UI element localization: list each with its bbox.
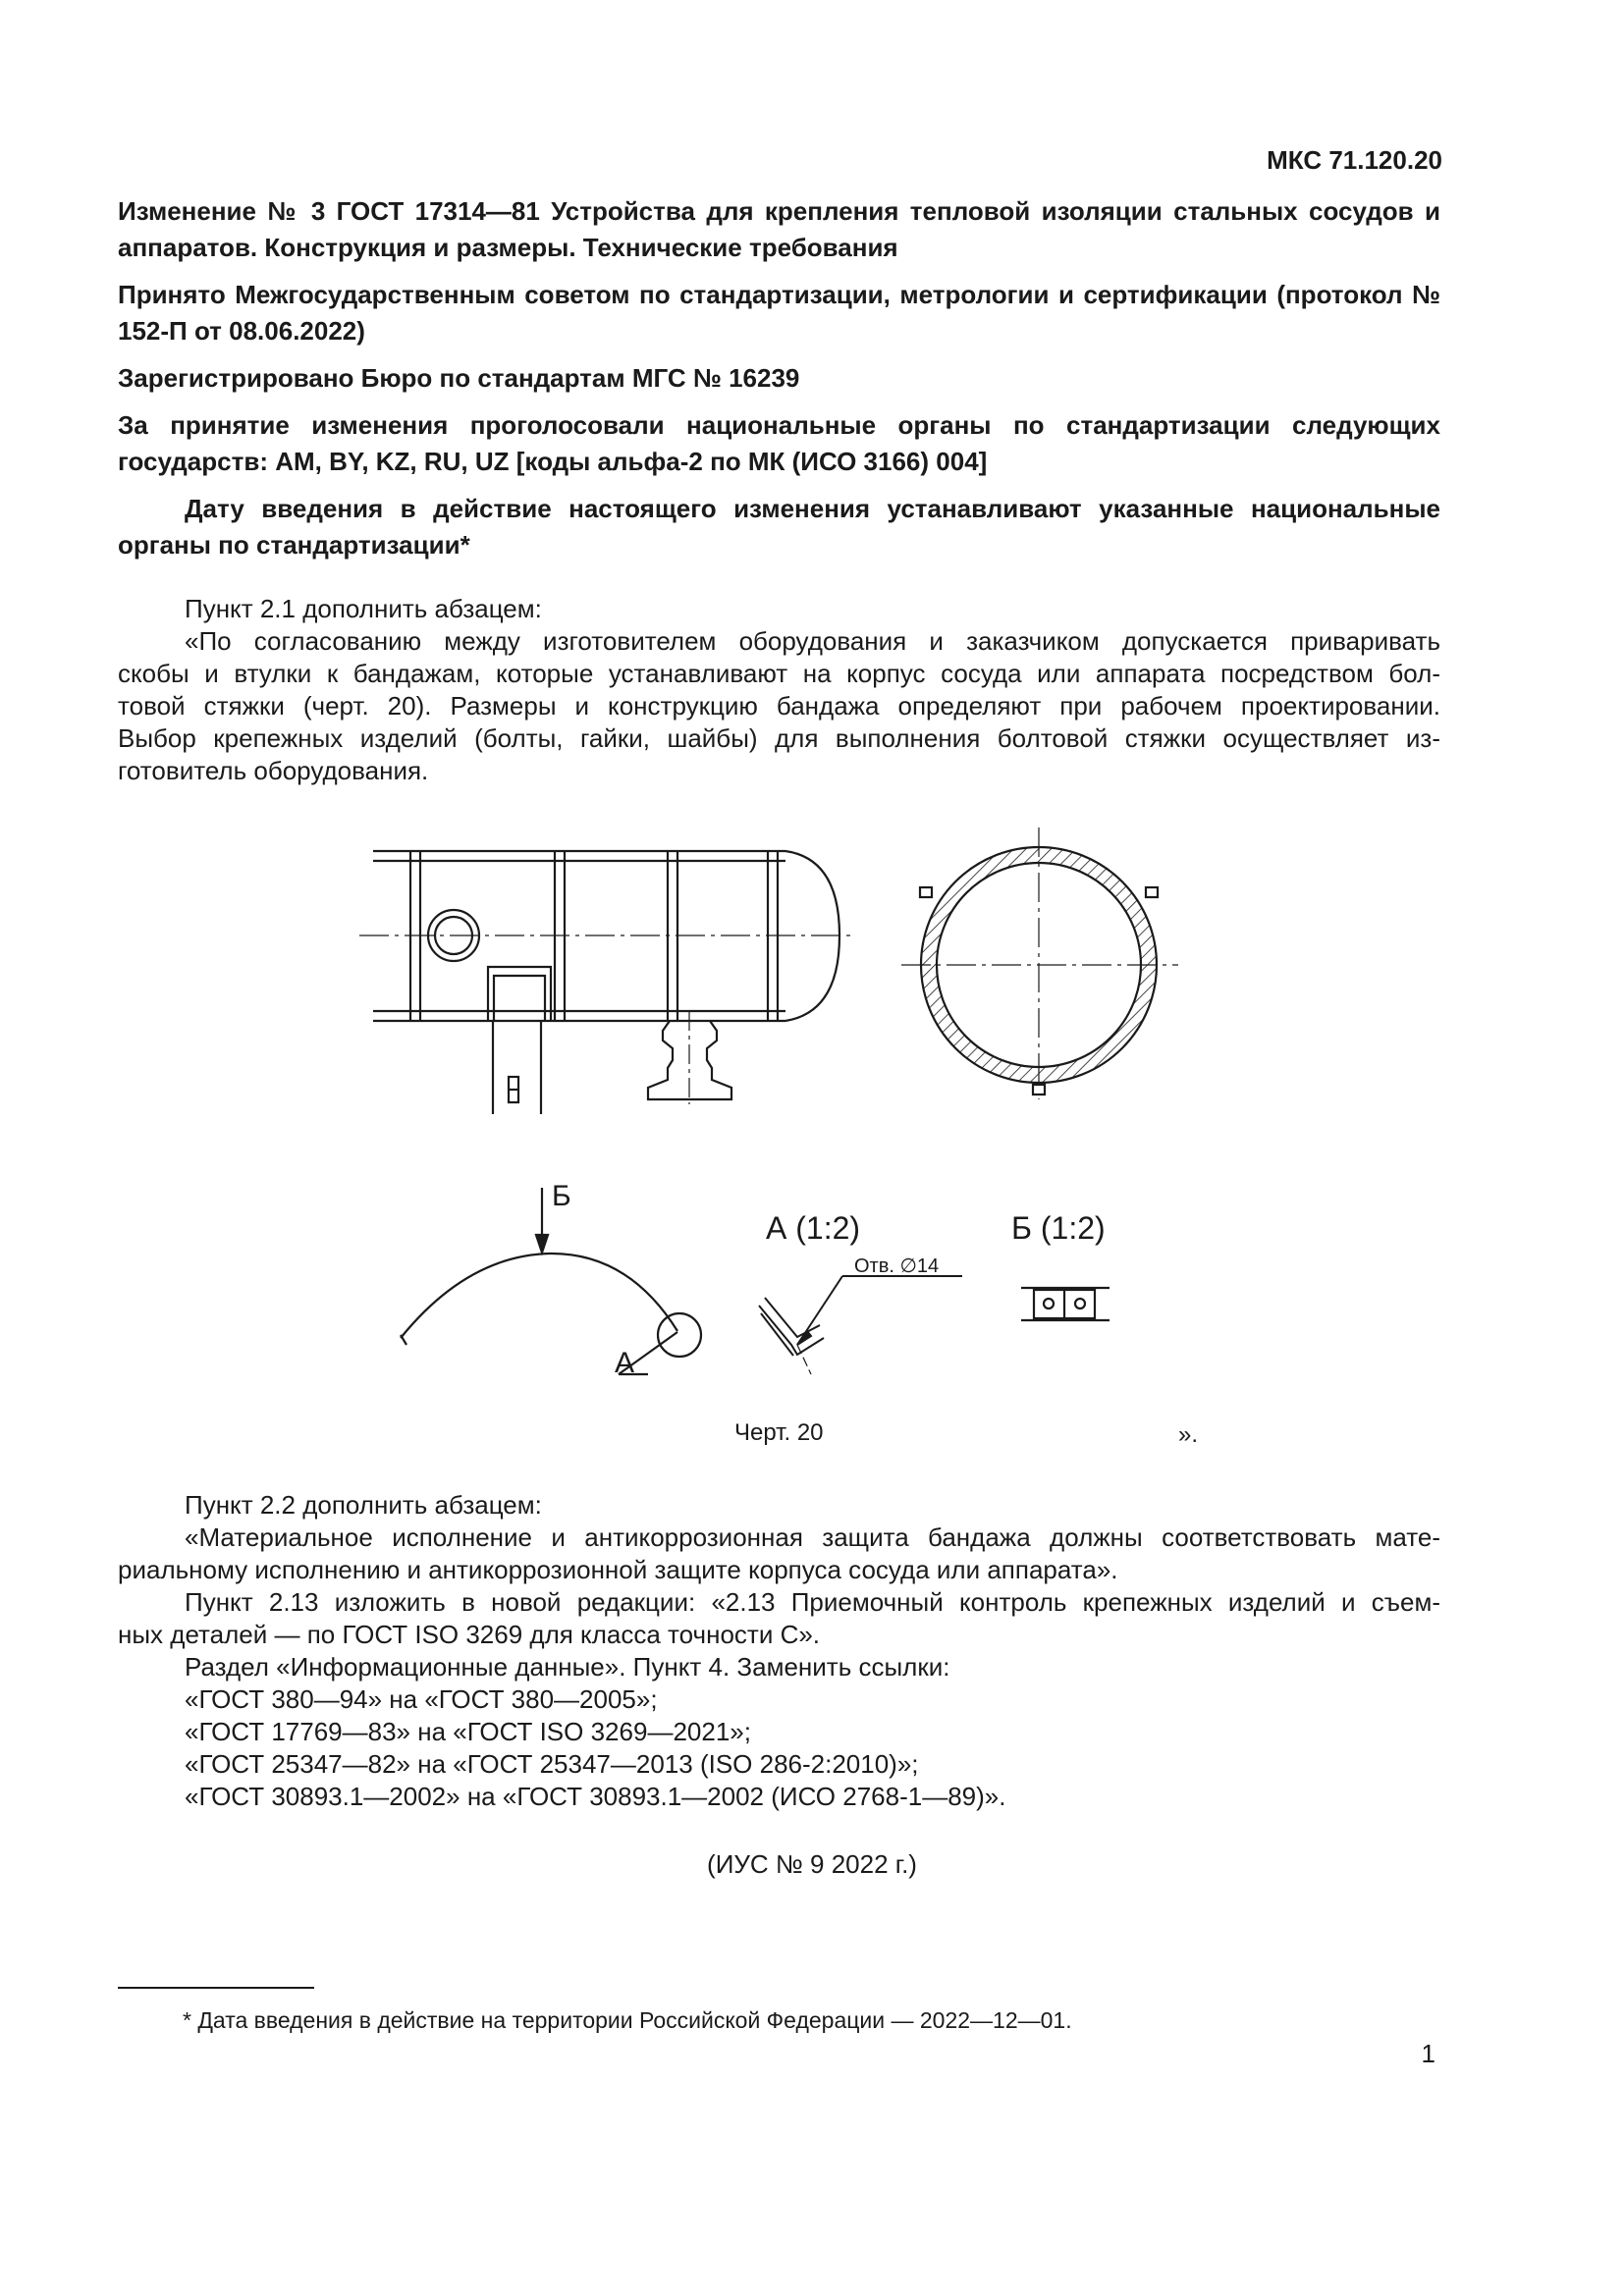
amendment-line: риальному исполнению и антикоррозионной защите корпуса сосуда или аппарата».: [118, 1555, 1118, 1584]
detail-b-drawing: [1021, 1288, 1110, 1320]
view-a-title: А (1:2): [766, 1210, 861, 1246]
amendment-line: «Материальное исполнение и антикоррозионная защита бандажа должны соответствовать мате-: [185, 1522, 1440, 1552]
amendment-line: Пункт 2.13 изложить в новой редакции: «2.13 Приемочный контроль крепежных изделий и съем-: [185, 1587, 1440, 1617]
amendment-line: «ГОСТ 380—94» на «ГОСТ 380—2005»;: [185, 1684, 658, 1714]
view-b-title: Б (1:2): [1011, 1210, 1106, 1246]
amendment-title: Изменение № 3 ГОСТ 17314—81 Устройства для крепления тепловой изоляции стальных сосудов и аппаратов. Конструкция и размеры. Технические требования: [118, 196, 1440, 262]
amendment-line: «ГОСТ 30893.1—2002» на «ГОСТ 30893.1—2002 (ИСО 2768-1—89)».: [185, 1782, 1006, 1811]
ius-text: (ИУС № 9 2022 г.): [707, 1849, 917, 1879]
amendment-line: ных деталей — по ГОСТ ISO 3269 для класса точности С».: [118, 1620, 821, 1649]
adopted-statement: Принято Межгосударственным советом по стандартизации, метрологии и сертификации (протокол № 152-П от 08.06.2022): [118, 280, 1440, 346]
section-amendments: [118, 1489, 1440, 1813]
quote-closing: ».: [1178, 1421, 1199, 1448]
section-2-1-lead: Пункт 2.1 дополнить абзацем:: [185, 594, 542, 623]
footnote: * Дата введения в действие на территории Российской Федерации — 2022—12—01.: [183, 2007, 1072, 2033]
footnote-divider: [118, 1987, 314, 1989]
vessel-cross-section: [901, 828, 1178, 1099]
section-2-1-line: товой стяжки (черт. 20). Размеры и конструкцию бандажа определяют при рабочем проектировании.: [118, 691, 1440, 721]
section-2-1-line: Выбор крепежных изделий (болты, гайки, шайбы) для выполнения болтовой стяжки осуществляет из-: [118, 723, 1440, 753]
classification-code: МКС 71.120.20: [1267, 145, 1442, 175]
effective-date-statement: Дату введения в действие настоящего изменения устанавливают указанные национальные органы по стандартизации*: [118, 494, 1440, 560]
amendment-line: «ГОСТ 25347—82» на «ГОСТ 25347—2013 (ISO 286-2:2010)»;: [185, 1749, 919, 1779]
hole-callout: Отв. ∅14: [854, 1255, 940, 1277]
amendment-line: Пункт 2.2 дополнить абзацем:: [185, 1490, 542, 1520]
band-arc-view: [401, 1188, 701, 1374]
registration-statement: Зарегистрировано Бюро по стандартам МГС № 16239: [118, 363, 800, 393]
detail-a-drawing: [759, 1276, 962, 1374]
view-a-marker: А: [615, 1347, 635, 1379]
section-2-1-line: скобы и втулки к бандажам, которые устанавливают на корпус сосуда или аппарата посредством бол-: [118, 659, 1440, 688]
view-b-marker: Б: [552, 1180, 571, 1212]
vessel-side-view: [359, 851, 856, 1114]
section-2-1-line: готовитель оборудования.: [118, 756, 429, 785]
page-number: 1: [1421, 2039, 1435, 2068]
section-2-1-line: «По согласованию между изготовителем оборудования и заказчиком допускается приваривать: [185, 626, 1440, 656]
ius-reference: [0, 1848, 1624, 1881]
amendment-line: «ГОСТ 17769—83» на «ГОСТ ISO 3269—2021»;: [185, 1717, 751, 1746]
figure-caption: Черт. 20: [734, 1419, 824, 1446]
voting-statement: За принятие изменения проголосовали национальные органы по стандартизации следующих государств: AM, BY, KZ, RU, UZ [коды альфа-2 по МК (ИСО 3166) 004]: [118, 410, 1440, 476]
amendment-line: Раздел «Информационные данные». Пункт 4. Заменить ссылки:: [185, 1652, 950, 1682]
